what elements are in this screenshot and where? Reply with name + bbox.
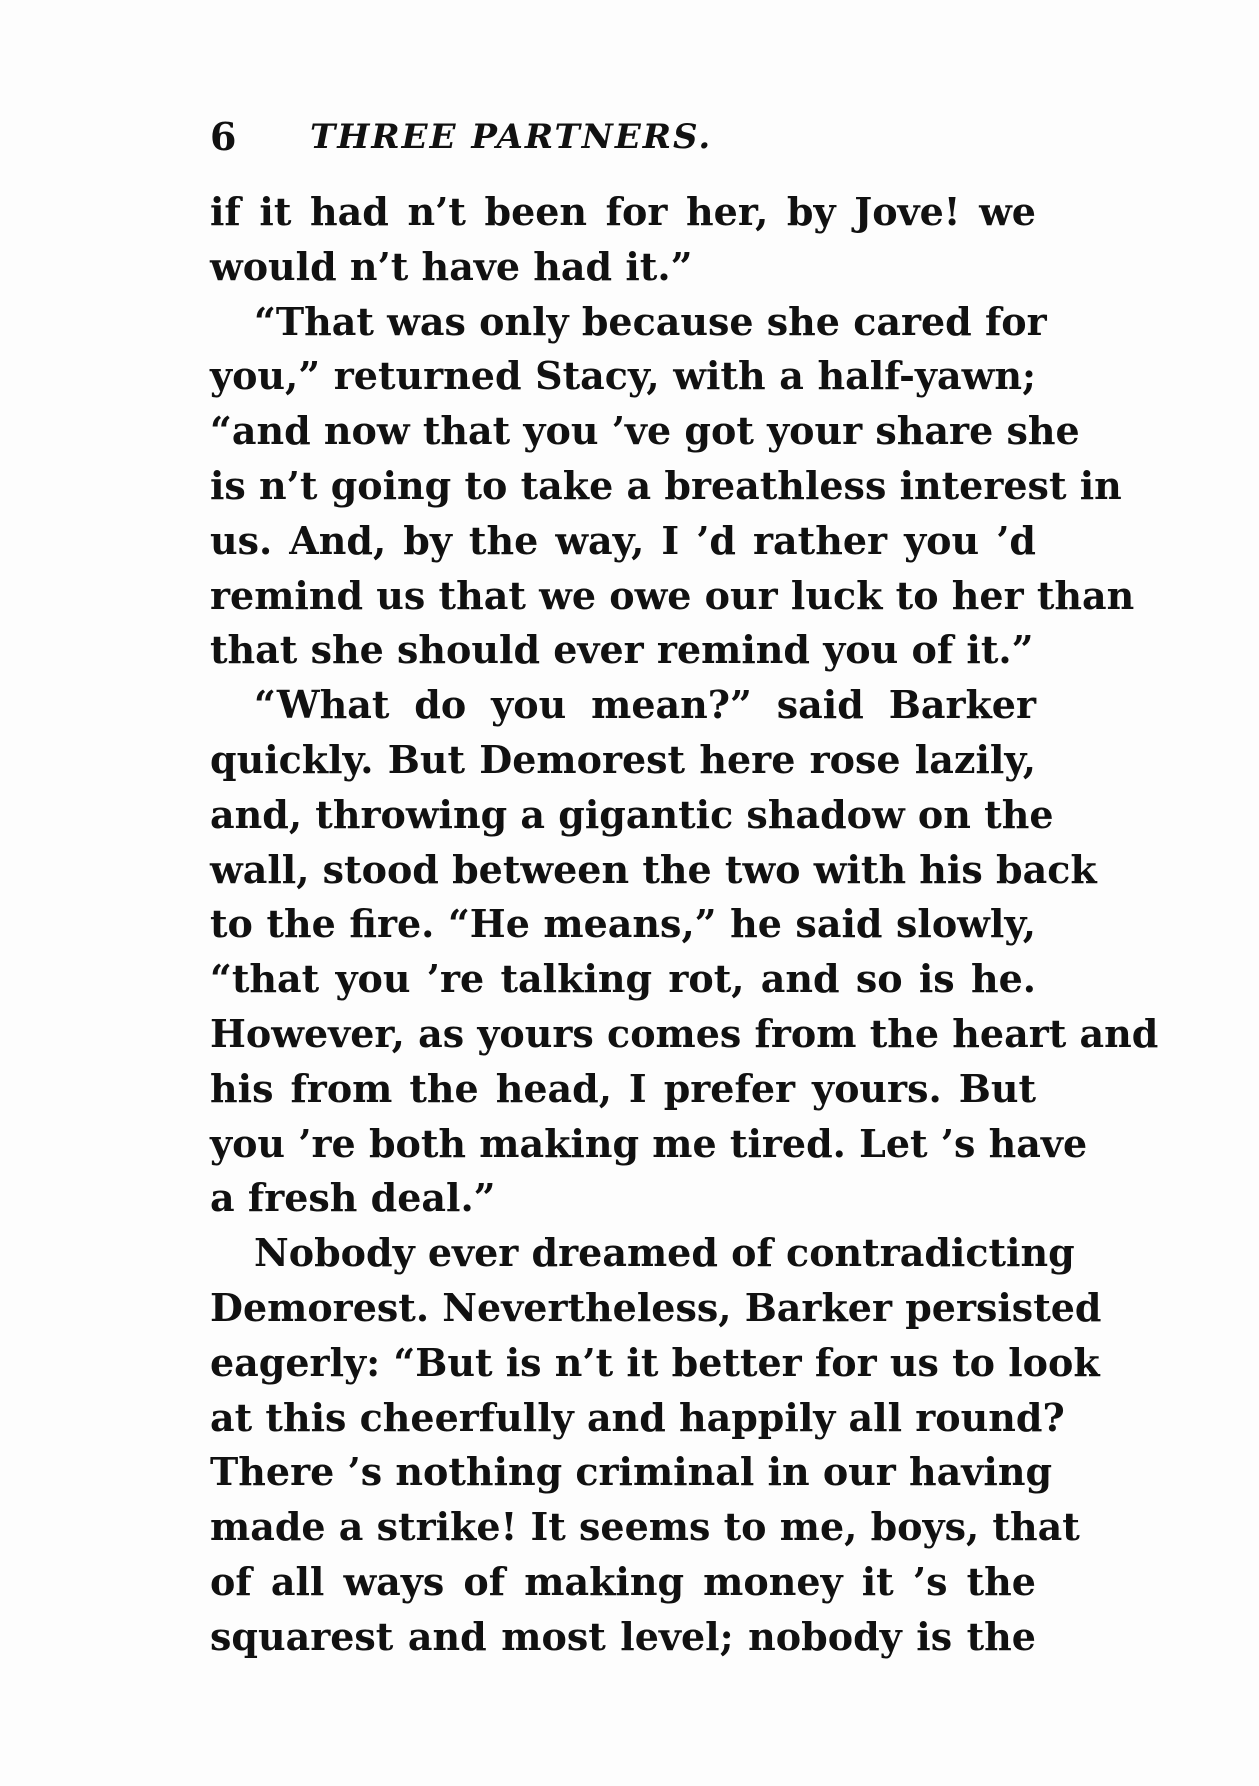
- text-line: a fresh deal.”: [210, 1175, 496, 1221]
- text-line: “What do you mean?” said Barker: [254, 682, 1036, 728]
- body-text: [210, 185, 1159, 1665]
- text-line: eagerly: “But is n’t it better for us to look: [210, 1339, 1100, 1385]
- text-line: that she should ever remind you of it.”: [210, 627, 1034, 673]
- text-line: his from the head, I prefer yours. But: [210, 1065, 1036, 1111]
- text-line: at this cheerfully and happily all round?: [210, 1394, 1065, 1440]
- page-number: 6: [210, 114, 237, 159]
- text-line: Demorest. Nevertheless, Barker persisted: [210, 1284, 1102, 1330]
- text-line: However, as yours comes from the heart and: [210, 1010, 1159, 1056]
- text-line: made a strike! It seems to me, boys, that: [210, 1504, 1080, 1550]
- text-line: squarest and most level; nobody is the: [210, 1613, 1036, 1659]
- text-line: of all ways of making money it ’s the: [210, 1558, 1036, 1604]
- text-line: wall, stood between the two with his back: [210, 846, 1097, 892]
- text-line: you ’re both making me tired. Let ’s have: [210, 1120, 1088, 1166]
- text-line: if it had n’t been for her, by Jove! we: [210, 189, 1036, 234]
- text-line: and, throwing a gigantic shadow on the: [210, 791, 1054, 837]
- running-title: THREE PARTNERS.: [310, 117, 713, 157]
- running-head: [210, 112, 830, 162]
- text-line: remind us that we owe our luck to her than: [210, 572, 1135, 618]
- text-line: would n’t have had it.”: [210, 243, 693, 289]
- text-line: to the fire. “He means,” he said slowly,: [210, 901, 1036, 947]
- text-line: There ’s nothing criminal in our having: [210, 1449, 1053, 1495]
- text-line: “that you ’re talking rot, and so is he.: [210, 956, 1036, 1002]
- text-line: “and now that you ’ve got your share she: [210, 408, 1080, 454]
- text-line: “That was only because she cared for: [254, 298, 1047, 344]
- text-line: you,” returned Stacy, with a half-yawn;: [210, 353, 1036, 399]
- text-line: us. And, by the way, I ’d rather you ’d: [210, 517, 1036, 563]
- text-line: Nobody ever dreamed of contradicting: [254, 1230, 1075, 1276]
- text-line: quickly. But Demorest here rose lazily,: [210, 736, 1036, 782]
- text-line: is n’t going to take a breathless interest in: [210, 462, 1122, 508]
